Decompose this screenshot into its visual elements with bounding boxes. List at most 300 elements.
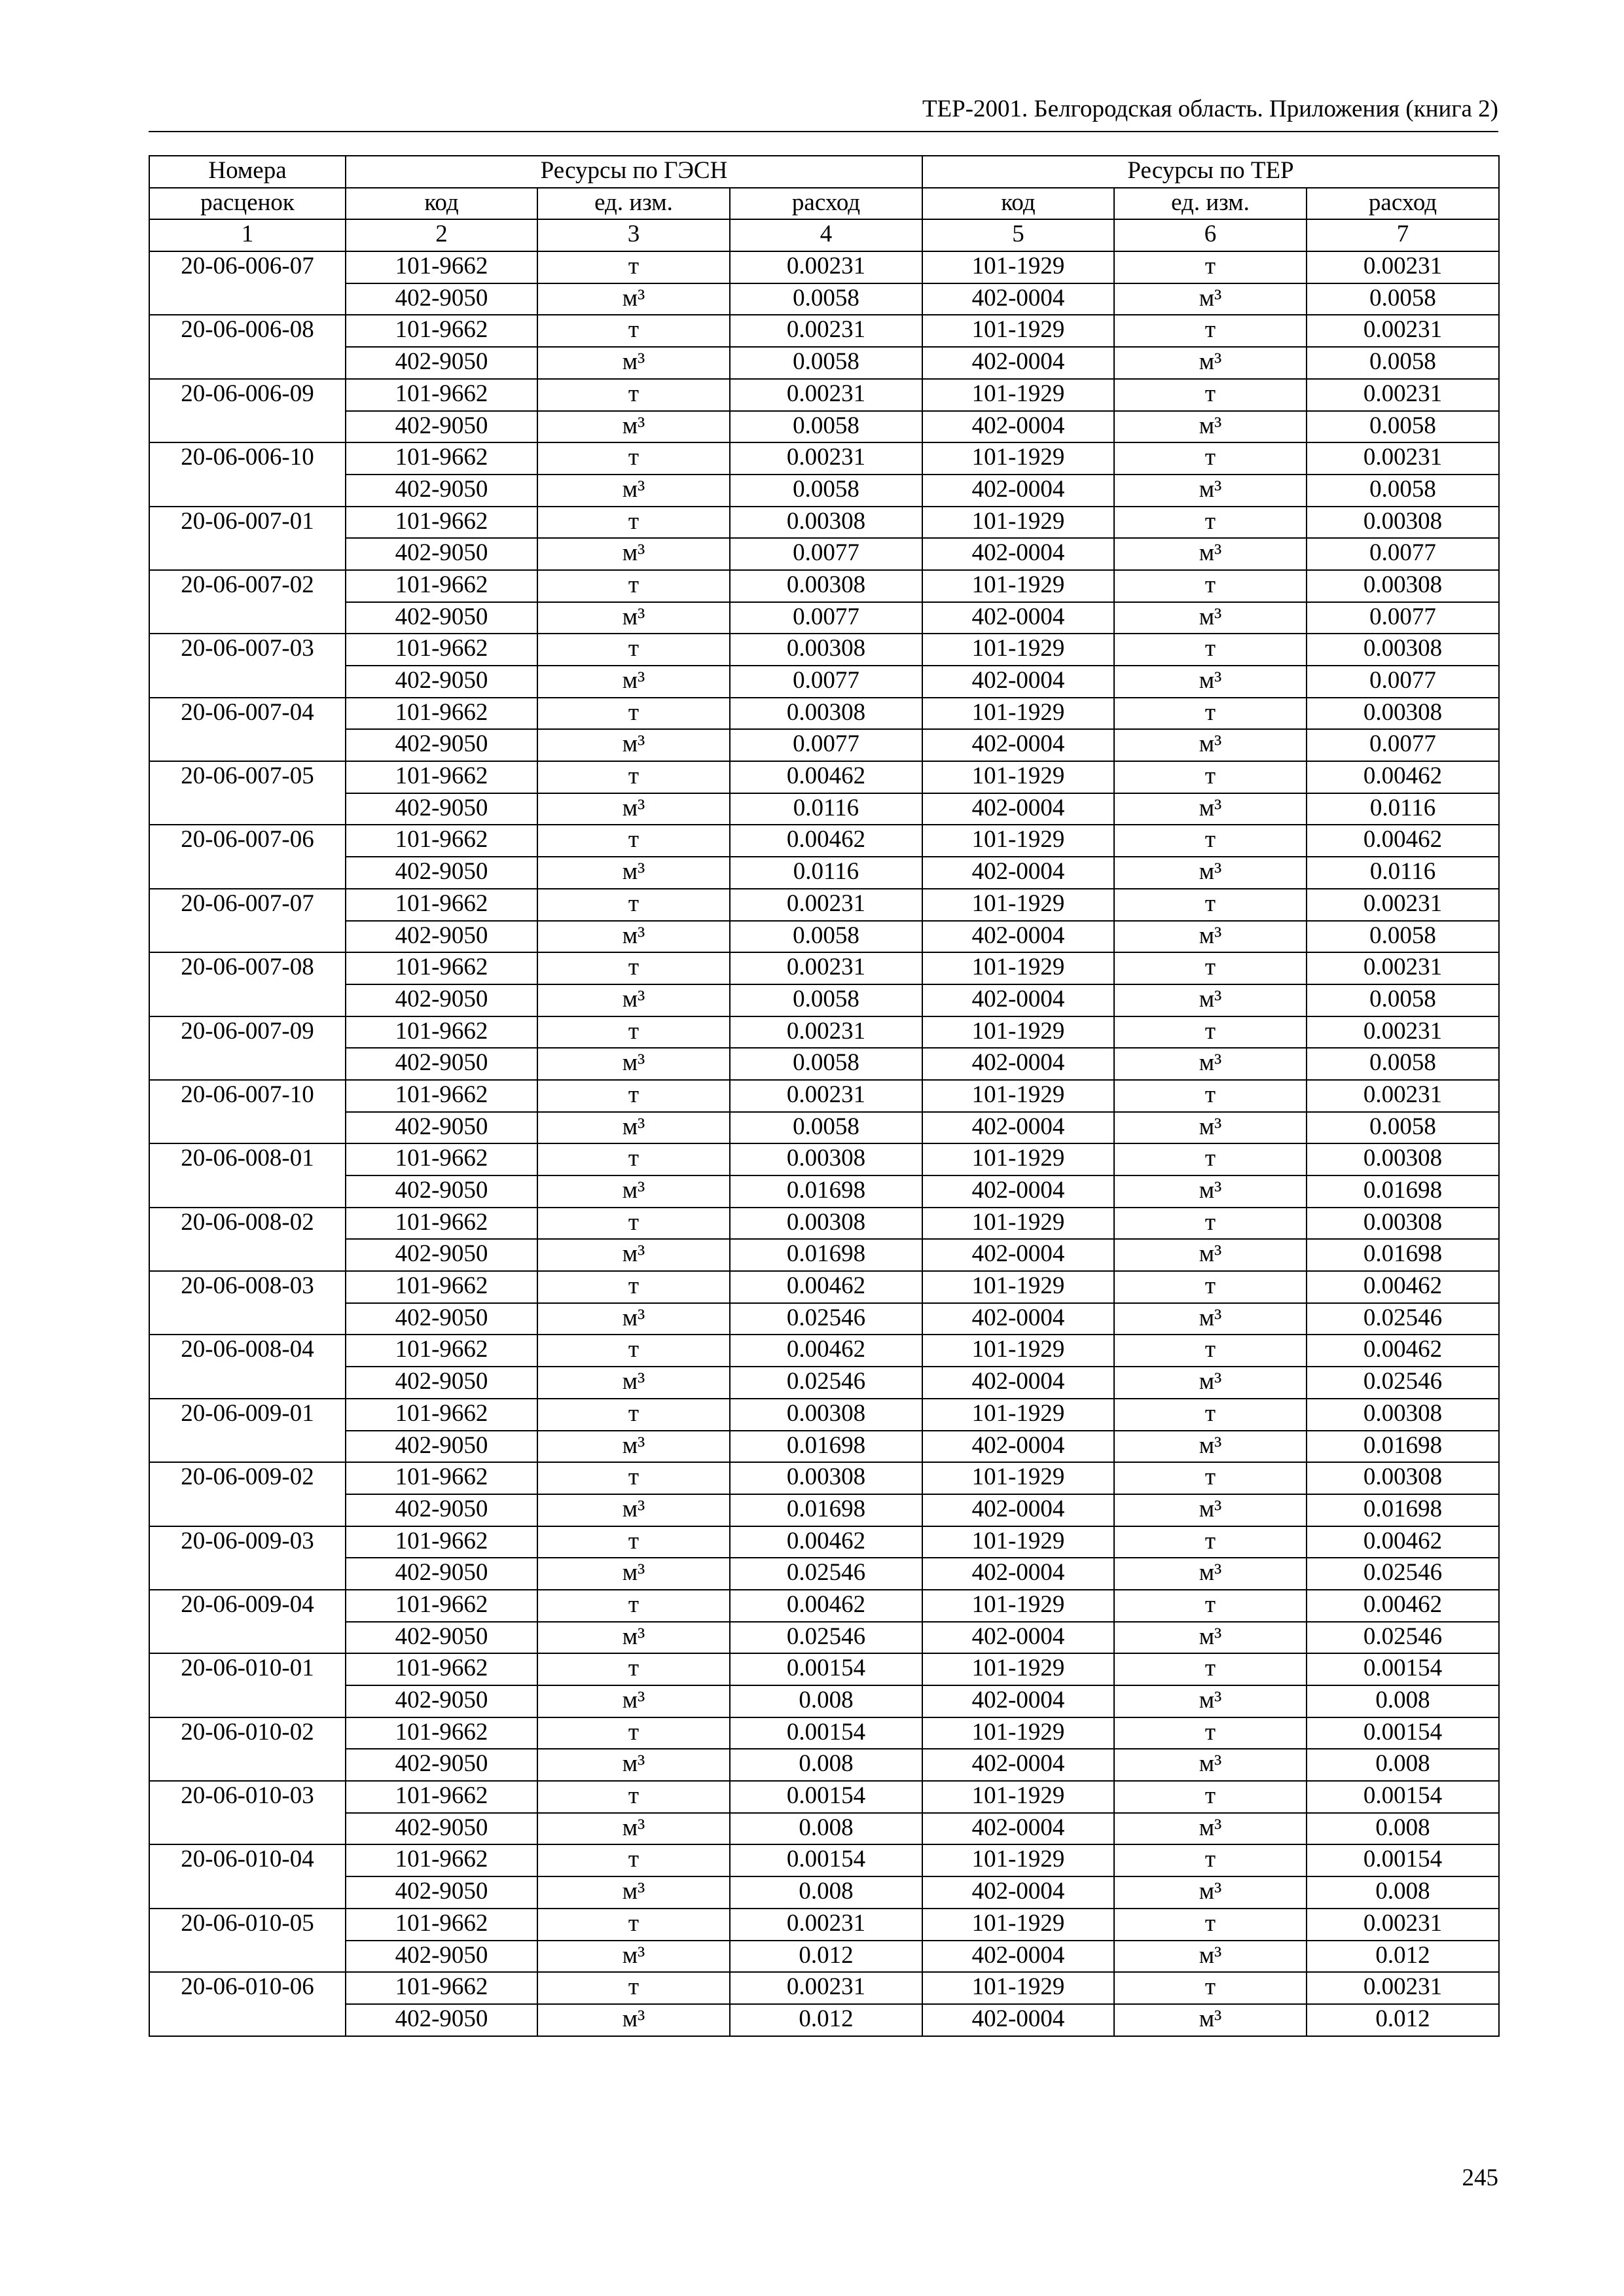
rate-number-cell: 20-06-010-05 xyxy=(149,1909,346,1972)
rate-number-cell: 20-06-006-08 xyxy=(149,315,346,378)
ter-consumption-cell: 0.00231 xyxy=(1307,1016,1499,1049)
gesn-consumption-cell: 0.02546 xyxy=(730,1558,922,1590)
ter-unit-cell: м³ xyxy=(1114,921,1307,953)
table-row xyxy=(149,1462,1499,1494)
rate-number-cell: 20-06-007-04 xyxy=(149,698,346,761)
table-row xyxy=(149,1399,1499,1431)
gesn-consumption-cell: 0.0077 xyxy=(730,602,922,634)
table-row xyxy=(149,889,1499,921)
table-row xyxy=(149,1781,1499,1813)
table-row xyxy=(149,1526,1499,1558)
gesn-code-cell: 402-9050 xyxy=(346,666,537,698)
table-row xyxy=(149,1367,1499,1399)
ter-unit-cell: м³ xyxy=(1114,1112,1307,1144)
gesn-unit-cell: м³ xyxy=(537,411,730,443)
gesn-code-cell: 402-9050 xyxy=(346,475,537,507)
gesn-unit-cell: т xyxy=(537,1016,730,1049)
gesn-unit-cell: м³ xyxy=(537,2004,730,2036)
ter-code-cell: 101-1929 xyxy=(922,1080,1114,1112)
ter-unit-cell: м³ xyxy=(1114,1813,1307,1845)
table-row xyxy=(149,1016,1499,1049)
ter-code-cell: 402-0004 xyxy=(922,1048,1114,1080)
ter-code-cell: 101-1929 xyxy=(922,1399,1114,1431)
ter-code-cell: 101-1929 xyxy=(922,1462,1114,1494)
gesn-unit-cell: т xyxy=(537,1271,730,1303)
gesn-consumption-cell: 0.0058 xyxy=(730,411,922,443)
ter-unit-cell: т xyxy=(1114,442,1307,475)
gesn-code-cell: 402-9050 xyxy=(346,1685,537,1717)
ter-code-cell: 101-1929 xyxy=(922,889,1114,921)
gesn-code-cell: 101-9662 xyxy=(346,1909,537,1941)
gesn-consumption-cell: 0.00308 xyxy=(730,1399,922,1431)
ter-code-cell: 402-0004 xyxy=(922,538,1114,570)
ter-unit-cell: т xyxy=(1114,379,1307,411)
ter-code-cell: 101-1929 xyxy=(922,1526,1114,1558)
gesn-unit-cell: м³ xyxy=(537,1303,730,1335)
gesn-consumption-cell: 0.00231 xyxy=(730,315,922,347)
rate-number-cell: 20-06-007-08 xyxy=(149,952,346,1016)
ter-consumption-cell: 0.00308 xyxy=(1307,570,1499,602)
gesn-unit-cell: т xyxy=(537,1653,730,1685)
table-row xyxy=(149,634,1499,666)
gesn-code-cell: 101-9662 xyxy=(346,1143,537,1175)
ter-unit-cell: т xyxy=(1114,1080,1307,1112)
rate-number-cell: 20-06-007-03 xyxy=(149,634,346,697)
gesn-unit-cell: т xyxy=(537,634,730,666)
ter-code-cell: 101-1929 xyxy=(922,1016,1114,1049)
gesn-unit-cell: т xyxy=(537,952,730,984)
ter-unit-cell: т xyxy=(1114,570,1307,602)
table-row xyxy=(149,538,1499,570)
table-row xyxy=(149,507,1499,539)
gesn-code-cell: 101-9662 xyxy=(346,1016,537,1049)
gesn-unit-cell: т xyxy=(537,1717,730,1749)
table-body xyxy=(149,251,1499,2036)
rate-number-cell: 20-06-008-03 xyxy=(149,1271,346,1335)
ter-unit-cell: т xyxy=(1114,1844,1307,1876)
ter-code-cell: 402-0004 xyxy=(922,1685,1114,1717)
ter-consumption-cell: 0.00231 xyxy=(1307,1972,1499,2004)
header-row-1 xyxy=(149,156,1499,188)
table-row xyxy=(149,1431,1499,1463)
ter-unit-cell: м³ xyxy=(1114,857,1307,889)
ter-consumption-cell: 0.00308 xyxy=(1307,634,1499,666)
ter-consumption-cell: 0.00462 xyxy=(1307,825,1499,857)
rate-number-cell: 20-06-007-06 xyxy=(149,825,346,888)
ter-code-cell: 101-1929 xyxy=(922,1653,1114,1685)
column-number: 2 xyxy=(346,219,537,251)
ter-code-cell: 101-1929 xyxy=(922,1909,1114,1941)
gesn-unit-cell: т xyxy=(537,251,730,283)
ter-consumption-cell: 0.0077 xyxy=(1307,538,1499,570)
ter-code-cell: 101-1929 xyxy=(922,379,1114,411)
ter-consumption-cell: 0.0058 xyxy=(1307,347,1499,379)
ter-consumption-cell: 0.00462 xyxy=(1307,1590,1499,1622)
table-row xyxy=(149,857,1499,889)
gesn-unit-cell: м³ xyxy=(537,729,730,761)
ter-consumption-cell: 0.0077 xyxy=(1307,666,1499,698)
ter-consumption-cell: 0.00462 xyxy=(1307,1526,1499,1558)
table-row xyxy=(149,1335,1499,1367)
table-row xyxy=(149,1909,1499,1941)
ter-consumption-cell: 0.00308 xyxy=(1307,507,1499,539)
gesn-code-cell: 402-9050 xyxy=(346,1303,537,1335)
ter-consumption-cell: 0.008 xyxy=(1307,1685,1499,1717)
gesn-consumption-cell: 0.0116 xyxy=(730,793,922,825)
gesn-code-cell: 101-9662 xyxy=(346,1399,537,1431)
rate-number-cell: 20-06-006-09 xyxy=(149,379,346,442)
gesn-unit-cell: м³ xyxy=(537,793,730,825)
gesn-consumption-cell: 0.012 xyxy=(730,2004,922,2036)
gesn-code-cell: 402-9050 xyxy=(346,1813,537,1845)
ter-consumption-cell: 0.00462 xyxy=(1307,1271,1499,1303)
gesn-code-cell: 101-9662 xyxy=(346,1717,537,1749)
gesn-unit-cell: т xyxy=(537,1781,730,1813)
rate-number-cell: 20-06-010-06 xyxy=(149,1972,346,2036)
gesn-code-cell: 402-9050 xyxy=(346,1175,537,1208)
table-row xyxy=(149,475,1499,507)
gesn-consumption-cell: 0.0077 xyxy=(730,729,922,761)
ter-code-cell: 101-1929 xyxy=(922,952,1114,984)
ter-code-cell: 101-1929 xyxy=(922,761,1114,793)
rate-number-cell: 20-06-010-03 xyxy=(149,1781,346,1844)
table-row xyxy=(149,921,1499,953)
ter-unit-cell: т xyxy=(1114,952,1307,984)
gesn-code-cell: 402-9050 xyxy=(346,1941,537,1973)
table-row xyxy=(149,825,1499,857)
gesn-code-cell: 101-9662 xyxy=(346,570,537,602)
ter-consumption-cell: 0.0077 xyxy=(1307,729,1499,761)
ter-code-cell: 402-0004 xyxy=(922,1303,1114,1335)
gesn-code-cell: 402-9050 xyxy=(346,2004,537,2036)
gesn-code-cell: 101-9662 xyxy=(346,379,537,411)
table-row xyxy=(149,283,1499,315)
ter-unit-cell: т xyxy=(1114,1653,1307,1685)
ter-code-cell: 101-1929 xyxy=(922,1781,1114,1813)
ter-code-cell: 101-1929 xyxy=(922,1972,1114,2004)
table-row xyxy=(149,1972,1499,2004)
header-ter-code: код xyxy=(922,188,1114,220)
gesn-unit-cell: т xyxy=(537,1080,730,1112)
ter-unit-cell: м³ xyxy=(1114,347,1307,379)
ter-unit-cell: м³ xyxy=(1114,538,1307,570)
header-ter-unit: ед. изм. xyxy=(1114,188,1307,220)
table-row xyxy=(149,1175,1499,1208)
page-number: 245 xyxy=(1462,2164,1498,2191)
gesn-unit-cell: т xyxy=(537,1399,730,1431)
gesn-consumption-cell: 0.008 xyxy=(730,1813,922,1845)
ter-code-cell: 402-0004 xyxy=(922,857,1114,889)
column-number: 6 xyxy=(1114,219,1307,251)
ter-code-cell: 402-0004 xyxy=(922,1431,1114,1463)
gesn-unit-cell: т xyxy=(537,507,730,539)
column-number: 5 xyxy=(922,219,1114,251)
ter-consumption-cell: 0.02546 xyxy=(1307,1367,1499,1399)
ter-code-cell: 101-1929 xyxy=(922,507,1114,539)
ter-unit-cell: т xyxy=(1114,761,1307,793)
ter-code-cell: 402-0004 xyxy=(922,1749,1114,1781)
column-number-row xyxy=(149,219,1499,251)
ter-consumption-cell: 0.0058 xyxy=(1307,411,1499,443)
gesn-code-cell: 101-9662 xyxy=(346,1590,537,1622)
gesn-consumption-cell: 0.00231 xyxy=(730,251,922,283)
gesn-consumption-cell: 0.00308 xyxy=(730,1143,922,1175)
table-row xyxy=(149,729,1499,761)
gesn-code-cell: 101-9662 xyxy=(346,1208,537,1240)
gesn-consumption-cell: 0.01698 xyxy=(730,1494,922,1526)
ter-consumption-cell: 0.012 xyxy=(1307,1941,1499,1973)
ter-unit-cell: м³ xyxy=(1114,1303,1307,1335)
ter-consumption-cell: 0.00231 xyxy=(1307,379,1499,411)
gesn-code-cell: 101-9662 xyxy=(346,1080,537,1112)
ter-consumption-cell: 0.00308 xyxy=(1307,1399,1499,1431)
table-row xyxy=(149,1717,1499,1749)
gesn-consumption-cell: 0.008 xyxy=(730,1749,922,1781)
gesn-consumption-cell: 0.00462 xyxy=(730,1335,922,1367)
gesn-unit-cell: т xyxy=(537,1335,730,1367)
gesn-consumption-cell: 0.00308 xyxy=(730,1462,922,1494)
ter-unit-cell: м³ xyxy=(1114,283,1307,315)
rate-number-cell: 20-06-006-07 xyxy=(149,251,346,315)
table-row xyxy=(149,1239,1499,1271)
table-row xyxy=(149,251,1499,283)
gesn-unit-cell: м³ xyxy=(537,1494,730,1526)
ter-code-cell: 402-0004 xyxy=(922,1494,1114,1526)
table-row xyxy=(149,1208,1499,1240)
gesn-consumption-cell: 0.02546 xyxy=(730,1367,922,1399)
ter-consumption-cell: 0.00231 xyxy=(1307,952,1499,984)
ter-consumption-cell: 0.00231 xyxy=(1307,1909,1499,1941)
ter-consumption-cell: 0.0058 xyxy=(1307,1112,1499,1144)
gesn-unit-cell: т xyxy=(537,1208,730,1240)
ter-unit-cell: м³ xyxy=(1114,666,1307,698)
ter-code-cell: 402-0004 xyxy=(922,347,1114,379)
header-row-2 xyxy=(149,188,1499,220)
ter-code-cell: 402-0004 xyxy=(922,411,1114,443)
gesn-code-cell: 402-9050 xyxy=(346,538,537,570)
ter-consumption-cell: 0.01698 xyxy=(1307,1239,1499,1271)
gesn-consumption-cell: 0.00231 xyxy=(730,1972,922,2004)
table-row xyxy=(149,698,1499,730)
gesn-unit-cell: м³ xyxy=(537,857,730,889)
gesn-code-cell: 402-9050 xyxy=(346,1876,537,1909)
rate-number-cell: 20-06-009-03 xyxy=(149,1526,346,1590)
gesn-code-cell: 101-9662 xyxy=(346,825,537,857)
page-header xyxy=(149,94,1498,132)
gesn-code-cell: 402-9050 xyxy=(346,1367,537,1399)
ter-unit-cell: м³ xyxy=(1114,2004,1307,2036)
rate-number-cell: 20-06-007-05 xyxy=(149,761,346,825)
ter-code-cell: 101-1929 xyxy=(922,1143,1114,1175)
ter-unit-cell: т xyxy=(1114,1462,1307,1494)
ter-unit-cell: т xyxy=(1114,1781,1307,1813)
ter-consumption-cell: 0.008 xyxy=(1307,1749,1499,1781)
ter-code-cell: 402-0004 xyxy=(922,1175,1114,1208)
gesn-consumption-cell: 0.0077 xyxy=(730,666,922,698)
ter-unit-cell: м³ xyxy=(1114,1622,1307,1654)
ter-unit-cell: т xyxy=(1114,634,1307,666)
gesn-consumption-cell: 0.00154 xyxy=(730,1717,922,1749)
ter-consumption-cell: 0.00154 xyxy=(1307,1717,1499,1749)
ter-unit-cell: м³ xyxy=(1114,411,1307,443)
gesn-code-cell: 101-9662 xyxy=(346,442,537,475)
table-row xyxy=(149,666,1499,698)
ter-code-cell: 101-1929 xyxy=(922,698,1114,730)
rate-number-cell: 20-06-010-04 xyxy=(149,1844,346,1908)
gesn-unit-cell: м³ xyxy=(537,1112,730,1144)
table-row xyxy=(149,984,1499,1016)
ter-code-cell: 402-0004 xyxy=(922,1941,1114,1973)
table-row xyxy=(149,1590,1499,1622)
gesn-unit-cell: м³ xyxy=(537,1239,730,1271)
ter-consumption-cell: 0.0116 xyxy=(1307,793,1499,825)
ter-code-cell: 402-0004 xyxy=(922,1622,1114,1654)
gesn-code-cell: 402-9050 xyxy=(346,411,537,443)
gesn-consumption-cell: 0.0058 xyxy=(730,475,922,507)
table-row xyxy=(149,602,1499,634)
ter-code-cell: 402-0004 xyxy=(922,729,1114,761)
header-gesn-code: код xyxy=(346,188,537,220)
ter-unit-cell: т xyxy=(1114,1208,1307,1240)
rate-number-cell: 20-06-007-07 xyxy=(149,889,346,952)
table-row xyxy=(149,1813,1499,1845)
ter-consumption-cell: 0.00231 xyxy=(1307,315,1499,347)
ter-code-cell: 402-0004 xyxy=(922,1239,1114,1271)
ter-code-cell: 101-1929 xyxy=(922,315,1114,347)
header-title: ТЕР-2001. Белгородская область. Приложения (книга 2) xyxy=(922,96,1498,122)
gesn-unit-cell: м³ xyxy=(537,1431,730,1463)
gesn-consumption-cell: 0.00462 xyxy=(730,825,922,857)
gesn-consumption-cell: 0.00462 xyxy=(730,1526,922,1558)
rate-number-cell: 20-06-007-02 xyxy=(149,570,346,634)
gesn-unit-cell: м³ xyxy=(537,1749,730,1781)
ter-unit-cell: т xyxy=(1114,1335,1307,1367)
ter-consumption-cell: 0.0058 xyxy=(1307,1048,1499,1080)
table-row xyxy=(149,1080,1499,1112)
gesn-consumption-cell: 0.01698 xyxy=(730,1431,922,1463)
table-row xyxy=(149,1494,1499,1526)
rate-number-cell: 20-06-010-01 xyxy=(149,1653,346,1717)
gesn-code-cell: 101-9662 xyxy=(346,1271,537,1303)
gesn-consumption-cell: 0.00231 xyxy=(730,1016,922,1049)
ter-consumption-cell: 0.00308 xyxy=(1307,1462,1499,1494)
rate-number-cell: 20-06-007-10 xyxy=(149,1080,346,1143)
ter-code-cell: 101-1929 xyxy=(922,251,1114,283)
ter-consumption-cell: 0.00154 xyxy=(1307,1844,1499,1876)
gesn-code-cell: 101-9662 xyxy=(346,634,537,666)
gesn-consumption-cell: 0.0058 xyxy=(730,921,922,953)
gesn-consumption-cell: 0.00308 xyxy=(730,698,922,730)
gesn-consumption-cell: 0.0116 xyxy=(730,857,922,889)
ter-consumption-cell: 0.0058 xyxy=(1307,283,1499,315)
rate-number-cell: 20-06-007-09 xyxy=(149,1016,346,1080)
column-number: 3 xyxy=(537,219,730,251)
gesn-consumption-cell: 0.02546 xyxy=(730,1622,922,1654)
gesn-code-cell: 101-9662 xyxy=(346,315,537,347)
ter-consumption-cell: 0.008 xyxy=(1307,1876,1499,1909)
ter-consumption-cell: 0.0077 xyxy=(1307,602,1499,634)
ter-unit-cell: м³ xyxy=(1114,475,1307,507)
ter-consumption-cell: 0.012 xyxy=(1307,2004,1499,2036)
ter-code-cell: 402-0004 xyxy=(922,2004,1114,2036)
gesn-consumption-cell: 0.00154 xyxy=(730,1653,922,1685)
ter-unit-cell: м³ xyxy=(1114,1558,1307,1590)
table-row xyxy=(149,1303,1499,1335)
header-rate-label: расценок xyxy=(149,188,346,220)
gesn-consumption-cell: 0.00308 xyxy=(730,634,922,666)
table-row xyxy=(149,952,1499,984)
ter-consumption-cell: 0.00308 xyxy=(1307,1143,1499,1175)
gesn-consumption-cell: 0.00231 xyxy=(730,379,922,411)
ter-unit-cell: т xyxy=(1114,1399,1307,1431)
gesn-consumption-cell: 0.0058 xyxy=(730,1048,922,1080)
ter-code-cell: 402-0004 xyxy=(922,666,1114,698)
header-rate-numbers: Номера xyxy=(149,156,346,188)
ter-code-cell: 101-1929 xyxy=(922,1844,1114,1876)
gesn-unit-cell: м³ xyxy=(537,1367,730,1399)
ter-unit-cell: т xyxy=(1114,825,1307,857)
table-row xyxy=(149,761,1499,793)
gesn-unit-cell: м³ xyxy=(537,347,730,379)
table-row xyxy=(149,347,1499,379)
gesn-consumption-cell: 0.0058 xyxy=(730,347,922,379)
table-row xyxy=(149,315,1499,347)
ter-code-cell: 101-1929 xyxy=(922,1590,1114,1622)
ter-unit-cell: т xyxy=(1114,1909,1307,1941)
rate-number-cell: 20-06-008-04 xyxy=(149,1335,346,1398)
table-row xyxy=(149,1271,1499,1303)
gesn-unit-cell: м³ xyxy=(537,984,730,1016)
header-ter-resources: Ресурсы по ТЕР xyxy=(922,156,1499,188)
gesn-unit-cell: т xyxy=(537,825,730,857)
ter-unit-cell: м³ xyxy=(1114,793,1307,825)
ter-unit-cell: м³ xyxy=(1114,1941,1307,1973)
gesn-code-cell: 402-9050 xyxy=(346,347,537,379)
gesn-consumption-cell: 0.00308 xyxy=(730,507,922,539)
gesn-consumption-cell: 0.00462 xyxy=(730,761,922,793)
gesn-unit-cell: м³ xyxy=(537,538,730,570)
table-row xyxy=(149,793,1499,825)
gesn-unit-cell: м³ xyxy=(537,666,730,698)
table-row xyxy=(149,1622,1499,1654)
ter-unit-cell: т xyxy=(1114,1143,1307,1175)
gesn-code-cell: 101-9662 xyxy=(346,761,537,793)
gesn-code-cell: 402-9050 xyxy=(346,1048,537,1080)
ter-unit-cell: м³ xyxy=(1114,1431,1307,1463)
gesn-unit-cell: т xyxy=(537,1526,730,1558)
gesn-code-cell: 402-9050 xyxy=(346,857,537,889)
gesn-code-cell: 101-9662 xyxy=(346,952,537,984)
table-row xyxy=(149,1685,1499,1717)
rate-number-cell: 20-06-009-02 xyxy=(149,1462,346,1526)
table-row xyxy=(149,1876,1499,1909)
ter-consumption-cell: 0.00462 xyxy=(1307,1335,1499,1367)
gesn-code-cell: 402-9050 xyxy=(346,729,537,761)
gesn-unit-cell: м³ xyxy=(537,283,730,315)
ter-unit-cell: т xyxy=(1114,1016,1307,1049)
rates-table xyxy=(149,155,1500,2037)
gesn-code-cell: 402-9050 xyxy=(346,1749,537,1781)
ter-code-cell: 402-0004 xyxy=(922,921,1114,953)
gesn-unit-cell: т xyxy=(537,761,730,793)
gesn-unit-cell: т xyxy=(537,315,730,347)
rate-number-cell: 20-06-009-01 xyxy=(149,1399,346,1462)
ter-code-cell: 101-1929 xyxy=(922,634,1114,666)
gesn-code-cell: 402-9050 xyxy=(346,1558,537,1590)
gesn-code-cell: 402-9050 xyxy=(346,793,537,825)
ter-code-cell: 101-1929 xyxy=(922,442,1114,475)
gesn-consumption-cell: 0.0058 xyxy=(730,984,922,1016)
